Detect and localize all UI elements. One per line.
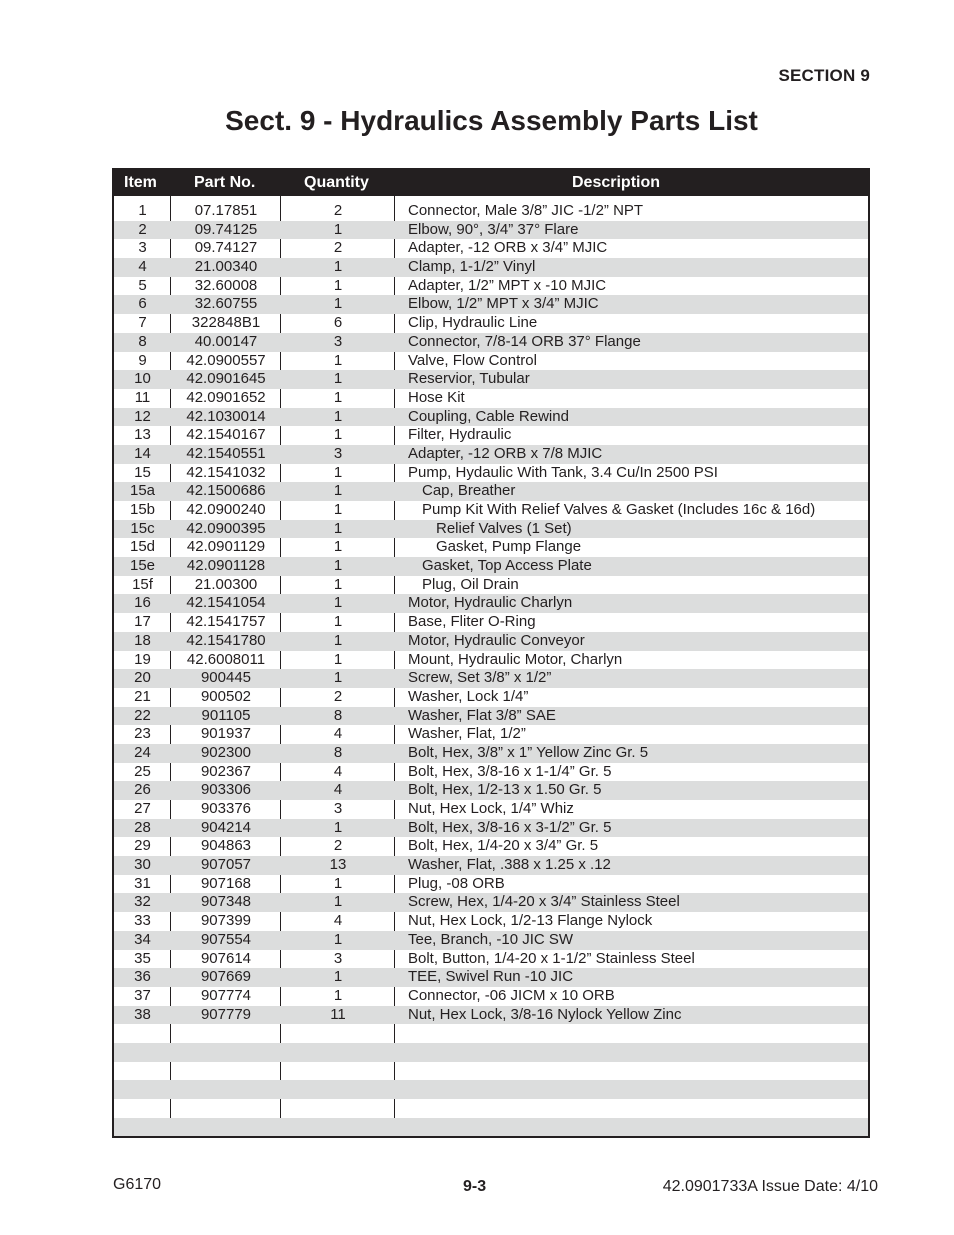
part-number-cell: 42.0900395 [186, 519, 266, 537]
table-row [114, 688, 868, 707]
description-cell: Hose Kit [408, 388, 465, 406]
part-number-cell: 32.60755 [194, 295, 258, 313]
part-number-cell: 901105 [201, 706, 251, 724]
table-row [114, 1043, 868, 1062]
description-cell: Clip, Hydraulic Line [408, 314, 538, 332]
item-cell: 2 [138, 220, 147, 238]
quantity-cell: 1 [333, 594, 343, 612]
description-cell: Bolt, Hex, 3/8-16 x 1-1/4” Gr. 5 [408, 762, 612, 780]
description-cell: Connector, -06 JICM x 10 ORB [408, 986, 615, 1004]
quantity-cell: 13 [329, 856, 347, 874]
description-cell: Pump Kit With Relief Valves & Gasket (Includes 16c & 16d) [422, 501, 816, 518]
description-cell: Screw, Hex, 1/4-20 x 3/4” Stainless Steel [408, 893, 680, 911]
table-row [114, 950, 868, 969]
item-cell: 16 [134, 594, 151, 612]
column-header-part-no: Part No. [194, 174, 256, 191]
quantity-cell: 1 [333, 557, 343, 575]
table-row [114, 651, 868, 670]
quantity-cell: 1 [333, 650, 343, 668]
quantity-cell: 1 [333, 669, 343, 687]
quantity-cell: 2 [333, 687, 343, 705]
quantity-cell: 1 [333, 258, 343, 276]
item-cell: 12 [134, 407, 151, 425]
description-cell: Screw, Set 3/8” x 1/2” [408, 669, 552, 687]
part-number-cell: 322848B1 [191, 314, 261, 332]
part-number-cell: 904214 [200, 818, 252, 836]
table-row [114, 202, 868, 221]
table-row [114, 445, 868, 464]
description-cell: Motor, Hydraulic Conveyor [408, 631, 585, 649]
item-cell: 14 [134, 444, 151, 462]
item-cell: 1 [138, 202, 147, 219]
table-row [114, 725, 868, 744]
part-number-cell: 42.1541780 [186, 631, 266, 649]
quantity-cell: 4 [333, 725, 343, 743]
item-cell: 15c [130, 519, 155, 537]
quantity-cell: 11 [330, 1005, 346, 1023]
part-number-cell: 42.1540551 [186, 444, 266, 462]
column-header-description: Description [572, 174, 661, 191]
item-cell: 35 [134, 949, 151, 967]
item-cell: 4 [138, 258, 147, 276]
table-row [114, 669, 868, 688]
table-body [114, 202, 868, 1136]
item-cell: 22 [134, 706, 151, 724]
description-cell: Plug, Oil Drain [422, 575, 519, 593]
table-row [114, 912, 868, 931]
table-row [114, 464, 868, 483]
table-row [114, 707, 868, 726]
quantity-cell: 2 [333, 202, 343, 219]
table-row [114, 744, 868, 763]
part-number-cell: 42.1541054 [186, 594, 266, 612]
table-row [114, 277, 868, 296]
table-row [114, 837, 868, 856]
item-cell: 15b [129, 501, 156, 518]
table-row [114, 763, 868, 782]
quantity-cell: 1 [333, 874, 343, 892]
quantity-cell: 6 [333, 314, 343, 332]
part-number-cell: 907774 [200, 986, 252, 1004]
quantity-cell: 1 [333, 818, 343, 836]
footer-model: G6170 [113, 1176, 162, 1193]
quantity-cell: 1 [333, 220, 343, 238]
table-row [114, 800, 868, 819]
item-cell: 18 [134, 631, 151, 649]
table-row [114, 389, 868, 408]
table-row [114, 875, 868, 894]
table-row [114, 333, 868, 352]
footer-page-number: 9-3 [463, 1178, 487, 1195]
table-row [114, 370, 868, 389]
quantity-cell: 3 [333, 949, 343, 967]
part-number-cell: 904863 [200, 837, 252, 855]
description-cell: TEE, Swivel Run -10 JIC [408, 968, 574, 986]
part-number-cell: 907399 [200, 912, 252, 930]
quantity-cell: 1 [333, 351, 343, 369]
column-header-quantity: Quantity [304, 174, 369, 191]
description-cell: Connector, Male 3/8” JIC -1/2” NPT [408, 202, 644, 219]
quantity-cell: 1 [333, 538, 343, 556]
description-cell: Filter, Hydraulic [408, 426, 512, 444]
description-cell: Tee, Branch, -10 JIC SW [408, 930, 574, 948]
description-cell: Pump, Hydaulic With Tank, 3.4 Cu/In 2500 PSI [408, 463, 718, 481]
description-cell: Clamp, 1-1/2” Vinyl [408, 258, 536, 276]
description-cell: Relief Valves (1 Set) [436, 519, 572, 537]
item-cell: 17 [134, 613, 151, 631]
part-number-cell: 903306 [200, 781, 252, 799]
description-cell: Adapter, -12 ORB x 3/4” MJIC [408, 239, 608, 257]
part-number-cell: 42.0901645 [186, 370, 266, 388]
description-cell: Bolt, Hex, 1/4-20 x 3/4” Gr. 5 [408, 837, 599, 855]
item-cell: 37 [134, 986, 151, 1004]
item-cell: 29 [134, 837, 151, 855]
part-number-cell: 07.17851 [194, 202, 258, 219]
table-row [114, 781, 868, 800]
table-row [114, 931, 868, 950]
part-number-cell: 907669 [200, 968, 252, 986]
table-row [114, 632, 868, 651]
footer-doc-info: 42.0901733A Issue Date: 4/10 [662, 1178, 878, 1195]
description-cell: Bolt, Hex, 3/8” x 1” Yellow Zinc Gr. 5 [408, 743, 649, 761]
description-cell: Reservior, Tubular [408, 370, 530, 388]
item-cell: 32 [134, 893, 151, 911]
description-cell: Cap, Breather [422, 482, 516, 500]
table-row [114, 987, 868, 1006]
quantity-cell: 1 [333, 370, 343, 388]
item-cell: 13 [134, 426, 151, 444]
description-cell: Elbow, 90°, 3/4” 37° Flare [408, 220, 579, 238]
part-number-cell: 42.0901128 [186, 557, 266, 575]
quantity-cell: 1 [333, 276, 343, 294]
item-cell: 5 [138, 276, 147, 294]
description-cell: Adapter, 1/2” MPT x -10 MJIC [408, 276, 607, 294]
table-row [114, 1118, 868, 1137]
part-number-cell: 901937 [200, 725, 252, 743]
table-row [114, 557, 868, 576]
description-cell: Coupling, Cable Rewind [408, 407, 569, 425]
quantity-cell: 2 [333, 239, 343, 257]
item-cell: 26 [134, 781, 151, 799]
item-cell: 7 [138, 314, 147, 332]
item-cell: 15 [134, 463, 151, 481]
table-row [114, 314, 868, 333]
description-cell: Elbow, 1/2” MPT x 3/4” MJIC [408, 295, 599, 313]
quantity-cell: 1 [333, 986, 343, 1004]
table-row [114, 538, 868, 557]
part-number-cell: 907057 [200, 856, 252, 874]
part-number-cell: 902367 [200, 762, 252, 780]
quantity-cell: 1 [333, 388, 343, 406]
part-number-cell: 903376 [200, 800, 252, 817]
description-cell: Motor, Hydraulic Charlyn [408, 594, 573, 612]
quantity-cell: 4 [333, 762, 343, 780]
description-cell: Washer, Flat, 1/2” [408, 725, 526, 743]
table-row [114, 295, 868, 314]
part-number-cell: 900502 [200, 687, 252, 705]
item-cell: 15e [129, 557, 156, 575]
quantity-cell: 1 [333, 930, 343, 948]
part-number-cell: 907779 [200, 1005, 252, 1023]
item-cell: 20 [134, 669, 151, 687]
quantity-cell: 1 [333, 968, 343, 986]
quantity-cell: 3 [333, 444, 343, 462]
item-cell: 15a [129, 482, 156, 500]
part-number-cell: 42.6008011 [186, 650, 266, 668]
part-number-cell: 21.00340 [194, 258, 258, 276]
item-cell: 25 [134, 762, 151, 780]
section-label: SECTION 9 [778, 66, 870, 85]
item-cell: 19 [134, 650, 151, 668]
table-row [114, 352, 868, 371]
item-cell: 31 [134, 874, 151, 892]
part-number-cell: 42.1500686 [186, 482, 266, 500]
item-cell: 34 [134, 930, 151, 948]
table-row [114, 1080, 868, 1099]
quantity-cell: 4 [333, 912, 343, 930]
part-number-cell: 42.0901652 [186, 388, 266, 406]
quantity-cell: 1 [333, 407, 343, 425]
table-row [114, 856, 868, 875]
part-number-cell: 42.0900557 [186, 351, 266, 369]
part-number-cell: 902300 [200, 743, 252, 761]
table-row [114, 221, 868, 240]
table-row [114, 408, 868, 427]
part-number-cell: 40.00147 [194, 332, 258, 350]
description-cell: Nut, Hex Lock, 1/4” Whiz [408, 800, 574, 817]
part-number-cell: 907348 [200, 893, 252, 911]
part-number-cell: 09.74127 [194, 239, 258, 257]
part-number-cell: 42.0901129 [186, 538, 266, 556]
table-row [114, 893, 868, 912]
table-row [114, 594, 868, 613]
parts-table [112, 168, 870, 1138]
part-number-cell: 42.1541032 [186, 463, 266, 481]
description-cell: Adapter, -12 ORB x 7/8 MJIC [408, 444, 603, 462]
item-cell: 3 [138, 239, 147, 257]
quantity-cell: 1 [333, 426, 343, 444]
quantity-cell: 1 [333, 295, 343, 313]
table-row [114, 1006, 868, 1025]
table-row [114, 1062, 868, 1081]
part-number-cell: 907554 [200, 930, 252, 948]
item-cell: 8 [138, 332, 147, 350]
description-cell: Valve, Flow Control [408, 351, 537, 369]
part-number-cell: 900445 [200, 669, 252, 687]
quantity-cell: 1 [333, 501, 343, 518]
description-cell: Connector, 7/8-14 ORB 37° Flange [408, 332, 641, 350]
quantity-cell: 1 [333, 575, 343, 593]
quantity-cell: 1 [333, 463, 343, 481]
part-number-cell: 09.74125 [194, 220, 258, 238]
quantity-cell: 4 [333, 781, 343, 799]
item-cell: 15d [129, 538, 156, 556]
description-cell: Nut, Hex Lock, 1/2-13 Flange Nylock [408, 912, 653, 930]
quantity-cell: 1 [333, 613, 343, 631]
quantity-cell: 1 [333, 519, 343, 537]
item-cell: 9 [138, 351, 147, 369]
part-number-cell: 42.1540167 [186, 426, 266, 444]
item-cell: 36 [134, 968, 151, 986]
quantity-cell: 8 [333, 706, 343, 724]
description-cell: Bolt, Hex, 1/2-13 x 1.50 Gr. 5 [408, 781, 602, 799]
quantity-cell: 2 [333, 837, 343, 855]
item-cell: 11 [134, 388, 151, 406]
quantity-cell: 8 [333, 743, 343, 761]
item-cell: 24 [134, 743, 151, 761]
item-cell: 33 [134, 912, 151, 930]
description-cell: Mount, Hydraulic Motor, Charlyn [408, 650, 623, 668]
item-cell: 6 [138, 295, 147, 313]
item-cell: 10 [134, 370, 151, 388]
page-title: Sect. 9 - Hydraulics Assembly Parts List [225, 105, 758, 136]
table-header [114, 170, 868, 196]
description-cell: Nut, Hex Lock, 3/8-16 Nylock Yellow Zinc [408, 1005, 682, 1023]
table-row [114, 819, 868, 838]
item-cell: 30 [134, 856, 151, 874]
part-number-cell: 42.0900240 [186, 501, 266, 518]
description-cell: Bolt, Hex, 3/8-16 x 3-1/2” Gr. 5 [408, 818, 612, 836]
part-number-cell: 907168 [200, 874, 252, 892]
table-row [114, 258, 868, 277]
item-cell: 21 [134, 687, 151, 705]
item-cell: 38 [134, 1005, 151, 1023]
part-number-cell: 32.60008 [194, 276, 258, 294]
table-row [114, 1099, 868, 1118]
column-header-item: Item [124, 174, 157, 191]
item-cell: 23 [134, 725, 151, 743]
description-cell: Washer, Lock 1/4” [408, 687, 529, 705]
table-row [114, 968, 868, 987]
table-row [114, 576, 868, 595]
part-number-cell: 42.1030014 [186, 407, 266, 425]
table-row [114, 239, 868, 258]
quantity-cell: 3 [333, 332, 343, 350]
description-cell: Plug, -08 ORB [408, 874, 505, 892]
quantity-cell: 3 [333, 800, 343, 817]
part-number-cell: 21.00300 [194, 575, 258, 593]
table-row [114, 501, 868, 520]
part-number-cell: 42.1541757 [186, 613, 266, 631]
table-row [114, 1024, 868, 1043]
description-cell: Base, Fliter O-Ring [408, 613, 536, 631]
description-cell: Gasket, Top Access Plate [422, 557, 592, 575]
description-cell: Washer, Flat, .388 x 1.25 x .12 [408, 856, 611, 874]
part-number-cell: 907614 [200, 949, 252, 967]
description-cell: Gasket, Pump Flange [436, 538, 582, 556]
description-cell: Washer, Flat 3/8” SAE [408, 706, 556, 724]
table-row [114, 482, 868, 501]
quantity-cell: 1 [333, 482, 343, 500]
item-cell: 15f [132, 575, 153, 593]
table-row [114, 520, 868, 539]
item-cell: 27 [134, 800, 151, 817]
item-cell: 28 [134, 818, 151, 836]
quantity-cell: 1 [333, 631, 343, 649]
table-row [114, 426, 868, 445]
table-row [114, 613, 868, 632]
quantity-cell: 1 [333, 893, 343, 911]
description-cell: Bolt, Button, 1/4-20 x 1-1/2” Stainless Steel [408, 949, 695, 967]
